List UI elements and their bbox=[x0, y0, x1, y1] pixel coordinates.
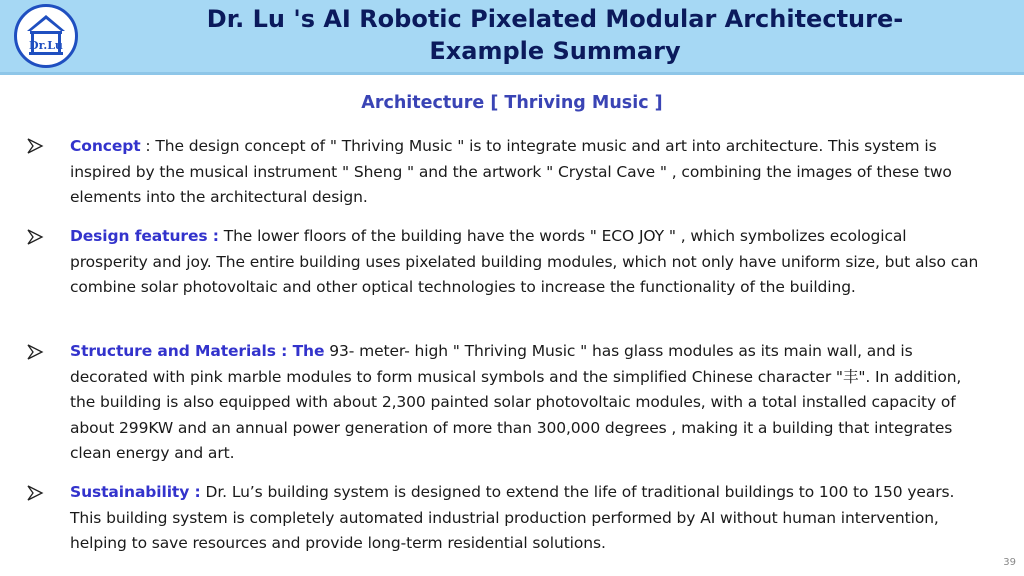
bullet-keyword: Design features : bbox=[70, 227, 219, 245]
arrow-bullet-icon bbox=[26, 228, 44, 246]
title-line-1: Dr. Lu 's AI Robotic Pixelated Modular Architecture- bbox=[206, 5, 904, 33]
bullet-body: The lower floors of the building have the words " ECO JOY " , which symbolizes ecological prosperity and joy. The entire building uses pixelated building modules, which not only have uniform size, but also can combine solar photovoltaic and other optical technologies to increase the functionality of the building. bbox=[70, 227, 979, 296]
arrow-bullet-icon bbox=[26, 137, 44, 155]
page-number: 39 bbox=[1003, 557, 1016, 568]
bullet-separator: : bbox=[140, 137, 156, 155]
bullet-body: Dr. Lu’s building system is designed to extend the life of traditional buildings to 100 to 150 years. This building system is completely automated industrial production performed by AI without human intervention, helping to save resources and provide long-term residential solutions. bbox=[70, 483, 955, 552]
bullet-sustainability bbox=[70, 480, 982, 557]
bullet-body: 93- meter- high " Thriving Music " has glass modules as its main wall, and is decorated with pink marble modules to form musical symbols and the simplified Chinese character "丰". In addition, the building is also equipped with about 2,300 painted solar photovoltaic modules, with a total installed capacity of about 299KW and an annual power generation of more than 300,000 degrees , making it a building that integrates clean energy and art. bbox=[70, 342, 962, 462]
dr-lu-logo bbox=[14, 4, 78, 68]
title-line-2: Example Summary bbox=[429, 37, 681, 65]
bullet-design-features bbox=[70, 224, 982, 301]
bullet-keyword: Sustainability : bbox=[70, 483, 201, 501]
arrow-bullet-icon bbox=[26, 484, 44, 502]
section-subtitle: Architecture [ Thriving Music ] bbox=[361, 93, 663, 113]
bullet-keyword: Concept bbox=[70, 137, 141, 155]
bullet-body: The design concept of " Thriving Music " is to integrate music and art into architecture. This system is inspired by the musical instrument " Sheng " and the artwork " Crystal Cave " , combining the images of these two elements into the architectural design. bbox=[70, 137, 952, 206]
bullet-structure-materials bbox=[70, 339, 982, 467]
arrow-bullet-icon bbox=[26, 343, 44, 361]
logo-text: Dr.Lu bbox=[29, 39, 63, 52]
bullet-concept bbox=[70, 134, 982, 211]
bullet-keyword: Structure and Materials : The bbox=[70, 342, 325, 360]
header-divider bbox=[0, 72, 1024, 75]
page-title bbox=[100, 3, 1010, 67]
